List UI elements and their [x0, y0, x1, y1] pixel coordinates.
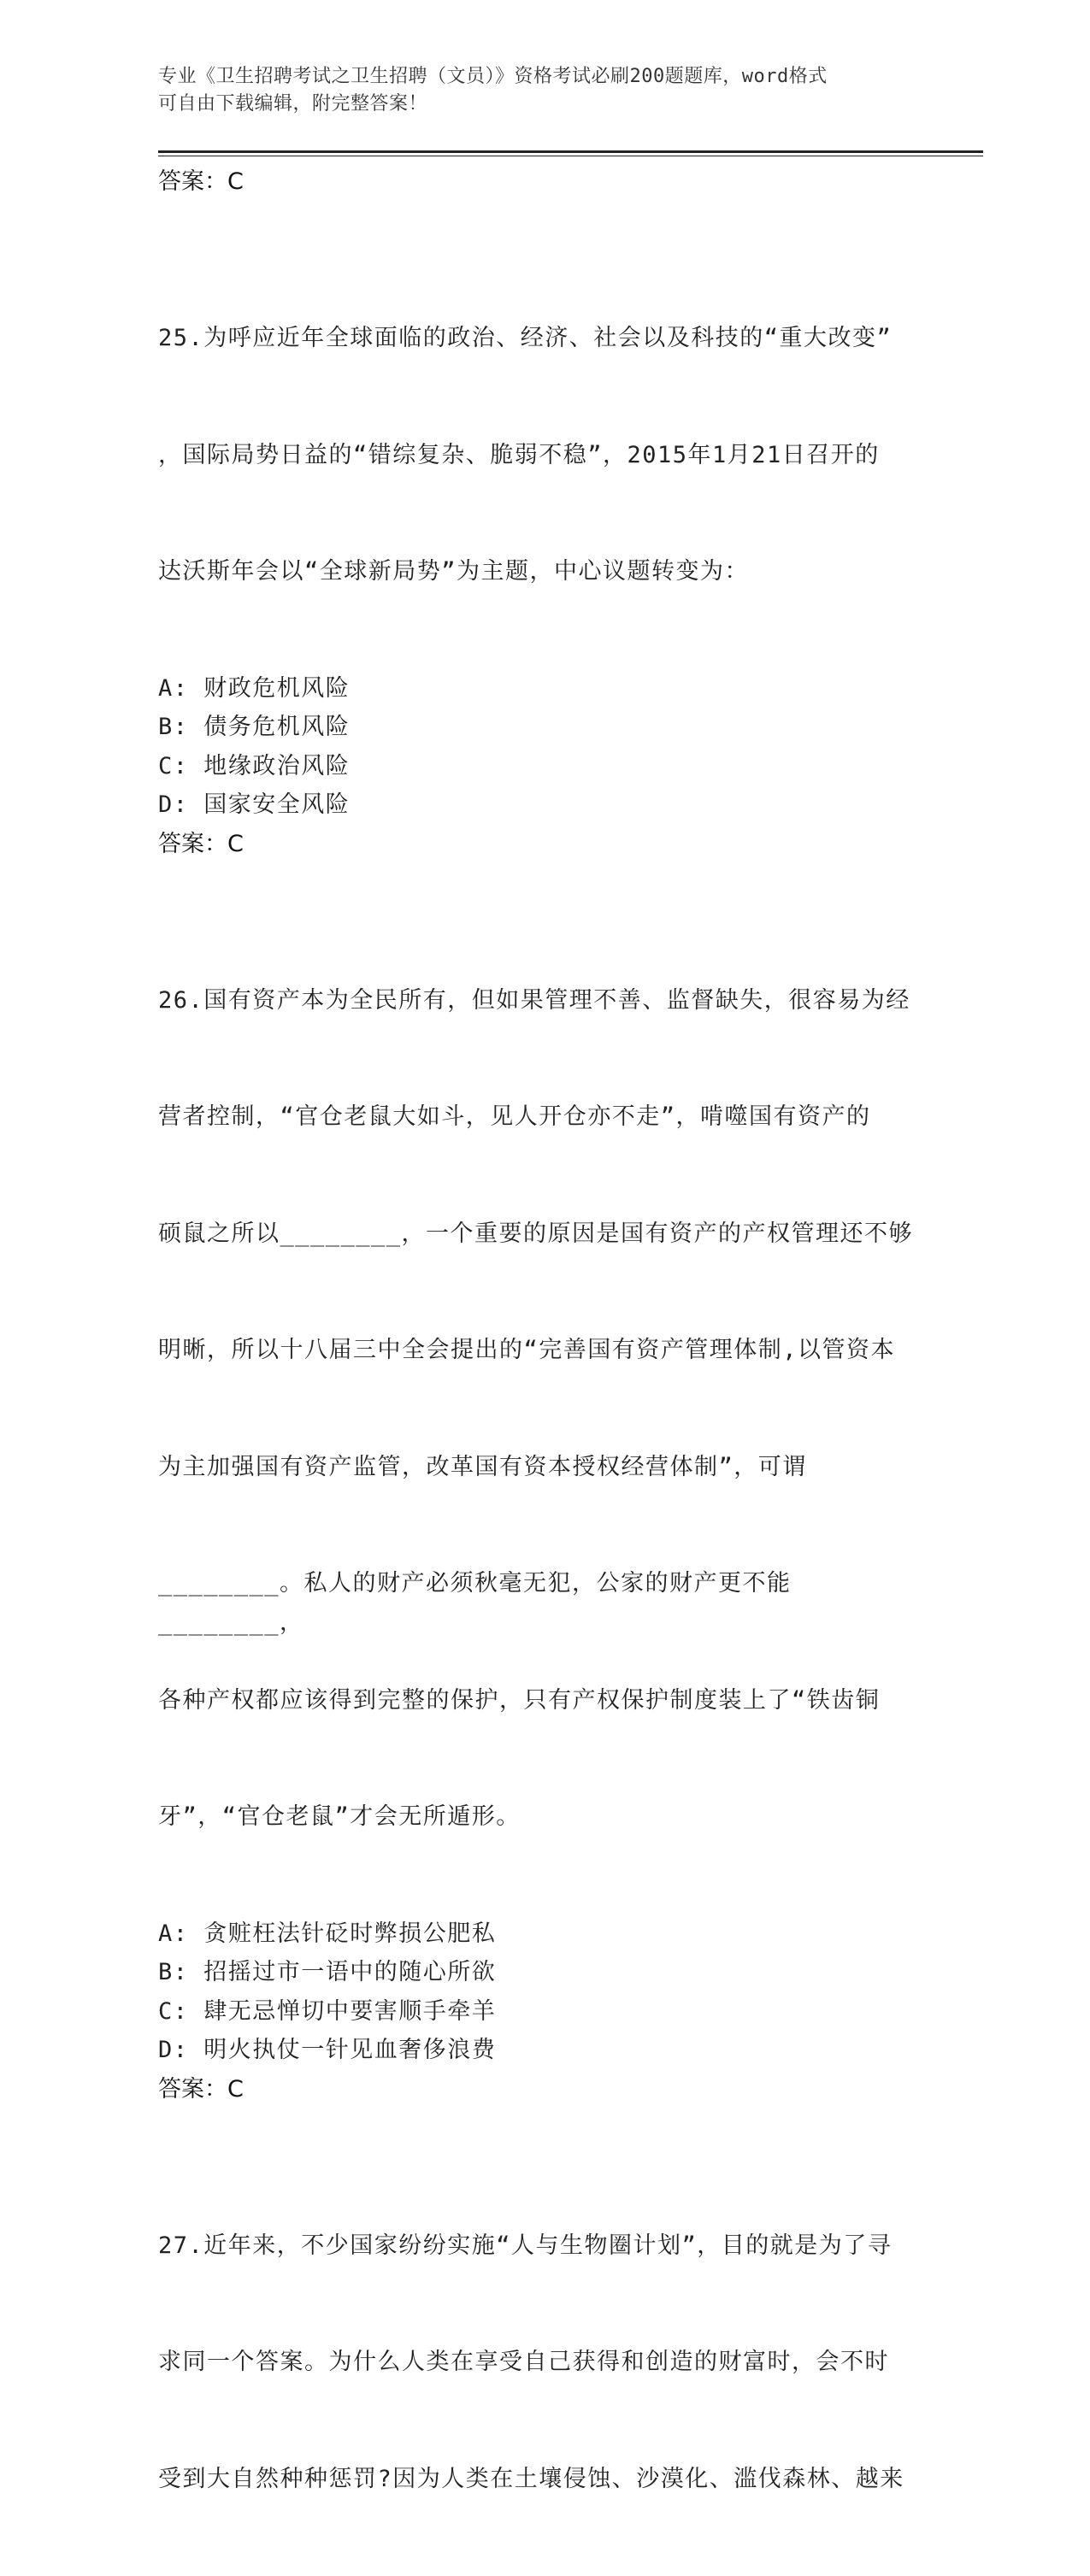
header-line-1: 专业《卫生招聘考试之卫生招聘（文员）》资格考试必刷200题题库，word格式: [158, 63, 910, 91]
question-25: [158, 241, 928, 669]
question-line: 达沃斯年会以“全球新局势”为主题，中心议题转变为：: [158, 552, 928, 591]
answer-line: 答案：C: [158, 825, 928, 864]
question-27: [158, 2149, 928, 2576]
option-b: B: 招摇过市一语中的随心所欲: [158, 1953, 928, 1992]
header-rule-thick: [158, 150, 983, 153]
question-line: ，国际局势日益的“错综复杂、脆弱不稳”，2015年1月21日召开的: [158, 436, 928, 475]
question-line: 27.近年来，不少国家纷纷实施“人与生物圈计划”，目的就是为了寻: [158, 2226, 928, 2266]
question-line: 明晰，所以十八届三中全会提出的“完善国有资产管理体制,以管资本: [158, 1331, 928, 1370]
answer-line: 答案：C: [158, 2070, 928, 2109]
question-line: 受到大自然种种惩罚?因为人类在土壤侵蚀、沙漠化、滥伐森林、越来: [158, 2460, 928, 2499]
option-b: B: 债务危机风险: [158, 708, 928, 747]
question-line: 25.为呼应近年全球面临的政治、经济、社会以及科技的“重大改变”: [158, 319, 928, 358]
option-a: A: 财政危机风险: [158, 669, 928, 709]
question-line: 牙”，“官仓老鼠”才会无所遁形。: [158, 1797, 928, 1837]
question-line: 26.国有资产本为全民所有，但如果管理不善、监督缺失，很容易为经: [158, 981, 928, 1020]
question-line: 求同一个答案。为什么人类在享受自己获得和创造的财富时，会不时: [158, 2343, 928, 2382]
question-line: 营者控制，“官仓老鼠大如斗，见人开仓亦不走”，啃噬国有资产的: [158, 1097, 928, 1137]
document-body: [158, 162, 928, 2576]
question-line: 硕鼠之所以________，一个重要的原因是国有资产的产权管理还不够: [158, 1214, 928, 1254]
spacer: [158, 864, 928, 903]
spacer: [158, 202, 928, 241]
answer-line: 答案：C: [158, 162, 928, 202]
option-c: C: 肆无忌惮切中要害顺手牵羊: [158, 1992, 928, 2032]
option-d: D: 国家安全风险: [158, 785, 928, 825]
question-26: [158, 903, 928, 1914]
option-a: A: 贪赃枉法针砭时弊损公肥私: [158, 1914, 928, 1954]
question-line: 各种产权都应该得到完整的保护，只有产权保护制度装上了“铁齿铜: [158, 1681, 928, 1720]
header-line-2: 可自由下载编辑，附完整答案！: [158, 91, 910, 118]
question-line: 为主加强国有资产监管，改革国有资本授权经营体制”，可谓: [158, 1448, 928, 1487]
option-d: D: 明火执仗一针见血奢侈浪费: [158, 2031, 928, 2070]
question-line: ________。私人的财产必须秋毫无犯，公家的财产更不能________，: [158, 1564, 928, 1603]
document-header: [158, 63, 910, 118]
spacer: [158, 2109, 928, 2149]
option-c: C: 地缘政治风险: [158, 747, 928, 786]
